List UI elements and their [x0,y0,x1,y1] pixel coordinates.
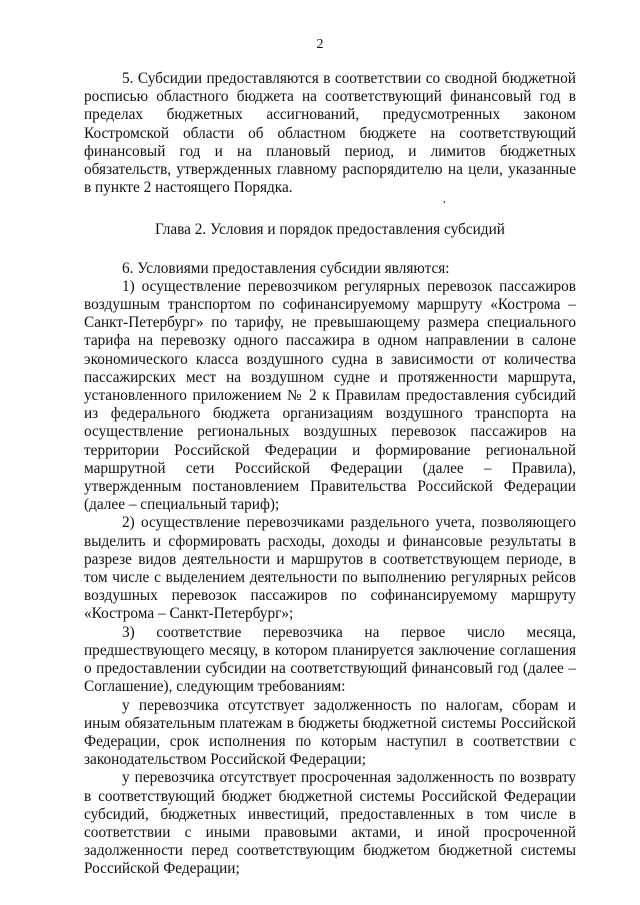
document-body [84,70,576,879]
paragraph-6-item-3: 3) соответствие перевозчика на первое число месяца, предшествующего месяцу, в котором планируется заключение соглашения о предоставлении субсидии на соответствующий финансовый год (далее – Соглашение), следующим требованиям: [84,623,576,696]
paragraph-6: 6. Условиями предоставления субсидии являются: [122,259,450,277]
paragraph-5: 5. Субсидии предоставляются в соответствии со сводной бюджетной росписью областного бюджета на соответствующий финансовый год в пределах бюджетных ассигнований, предусмотренных законом Костромской области об областном бюджете на соответствующий финансовый год и на плановый период, и лимитов бюджетных обязательств, утвержденных главному распорядителю на цели, указанные в пункте 2 настоящего Порядка. [84,70,576,197]
paragraph-6-item-2: 2) осуществление перевозчиками раздельного учета, позволяющего выделить и сформировать расходы, доходы и финансовые результаты в разрезе видов деятельности и маршрутов в соответствующем периоде, в том числе с выделением деятельности по выполнению регулярных рейсов воздушных перевозок пассажиров по софинансируемому маршруту «Кострома – Санкт-Петербург»; [84,514,576,623]
chapter-heading: Глава 2. Условия и порядок предоставления субсидий [155,221,505,239]
stray-mark: , [443,193,446,205]
page-number: 2 [316,37,324,52]
requirement-no-overdue-debt: у перевозчика отсутствует просроченная задолженность по возврату в соответствующий бюджет бюджетной системы Российской Федерации субсидий, бюджетных инвестиций, предоставленных в том числе в соответствии с иными правовыми актами, и иной просроченной задолженности перед соответствующим бюджетом бюджетной системы Российской Федерации; [84,769,576,878]
paragraph-6-item-1: 1) осуществление перевозчиком регулярных перевозок пассажиров воздушным транспортом по софинансируемому маршруту «Кострома – Санкт-Петербург» по тарифу, не превышающему размера специального тарифа на перевозку одного пассажира в одном направлении в салоне экономического класса воздушного судна в зависимости от количества пассажирских мест на воздушном судне и протяженности маршрута, установленного приложением № 2 к Правилам предоставления субсидий из федерального бюджета организациям воздушного транспорта на осуществление региональных воздушных перевозок пассажиров на территории Российской Федерации и формирование региональной маршрутной сети Российской Федерации (далее – Правила), утвержденным постановлением Правительства Российской Федерации (далее – специальный тариф); [84,277,576,514]
requirement-no-tax-debt: у перевозчика отсутствует задолженность по налогам, сборам и иным обязательным платежам в бюджеты бюджетной системы Российской Федерации, срок исполнения по которым наступил в соответствии с законодательством Российской Федерации; [84,696,576,769]
